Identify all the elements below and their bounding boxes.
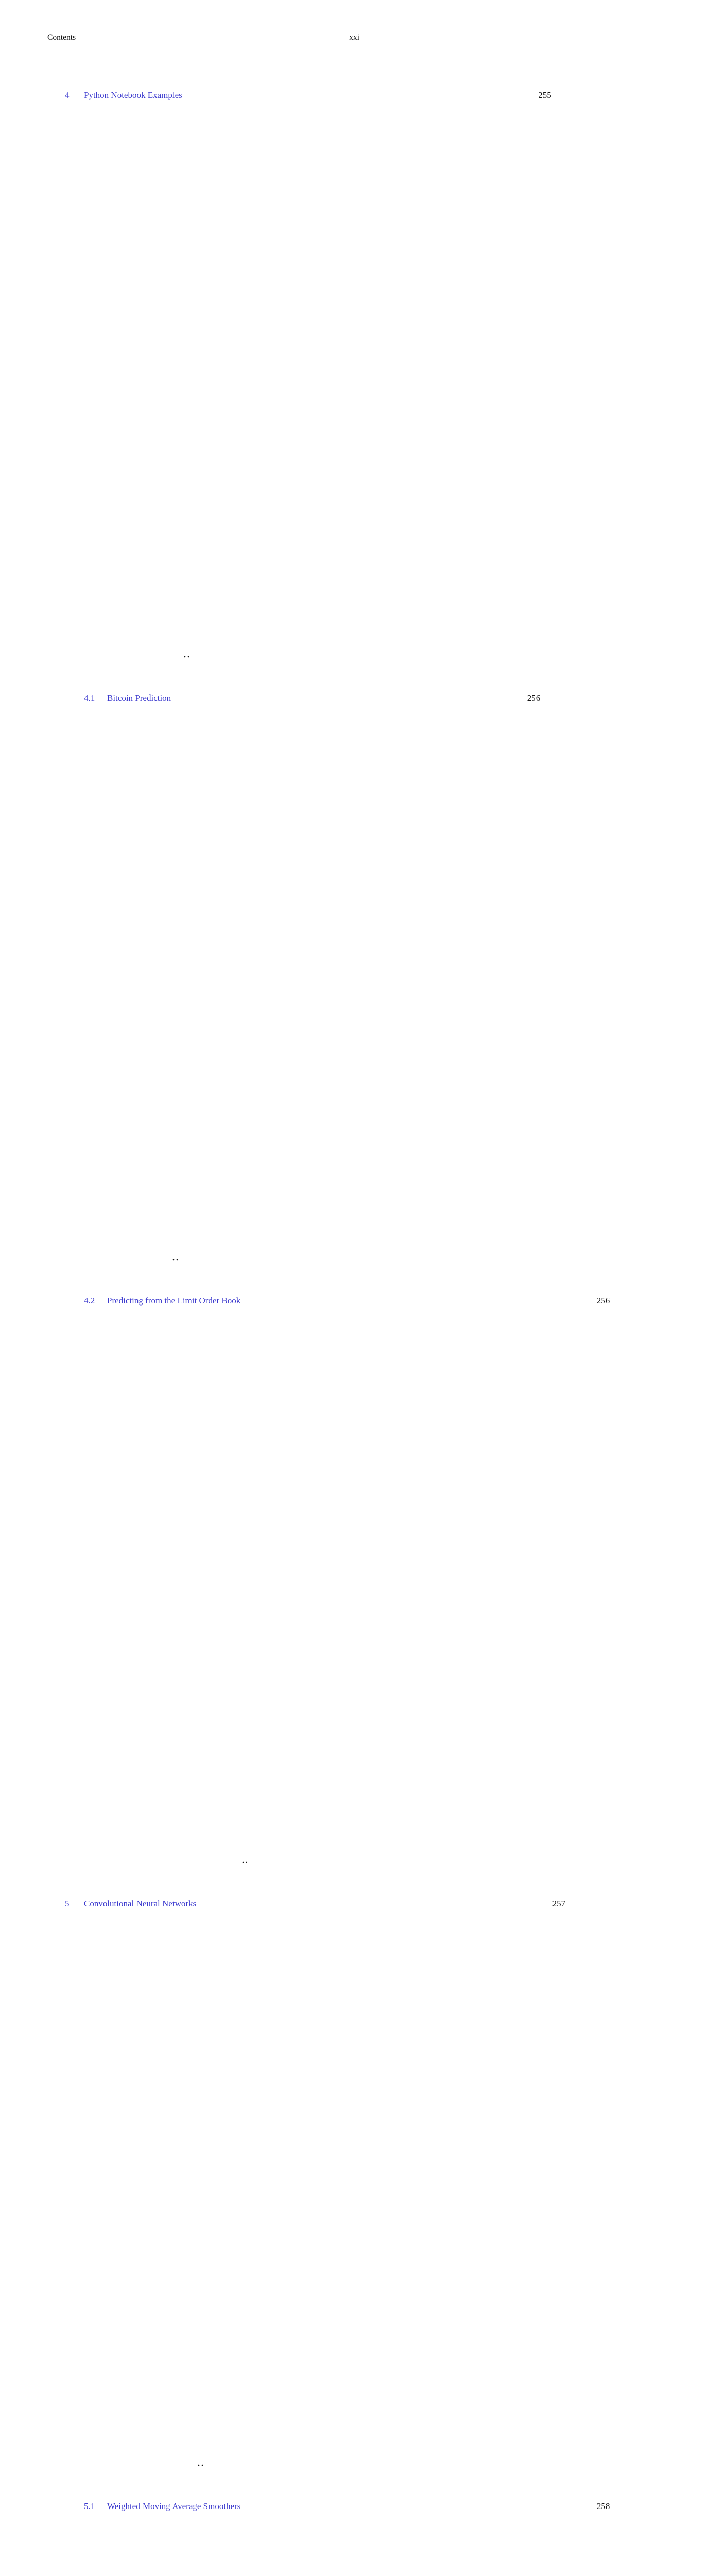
- entry-number: 5.1: [84, 2501, 95, 2511]
- toc-entry[interactable]: [65, 1865, 566, 2468]
- entry-number: 5: [65, 1899, 70, 1908]
- entry-title: Weighted Moving Average Smoothers: [107, 2501, 241, 2511]
- entry-title: Predicting from the Limit Order Book: [107, 1296, 241, 1306]
- entry-number: 4.2: [84, 1296, 95, 1306]
- entry-title: Bitcoin Prediction: [107, 693, 171, 703]
- running-head-folio: xxi: [349, 33, 359, 42]
- entry-page: 258: [250, 2468, 647, 2576]
- entry-number: 4: [65, 90, 70, 100]
- running-head-title: Contents: [47, 33, 76, 42]
- entry-number: 4.1: [84, 693, 95, 703]
- entry-page: 256: [250, 1262, 647, 1865]
- entry-page: 257: [206, 1865, 602, 2468]
- dot-leader: [184, 656, 189, 658]
- toc-entry[interactable]: [84, 1262, 610, 1865]
- dot-leader: [172, 1259, 178, 1261]
- running-head: [47, 33, 359, 42]
- toc-entry[interactable]: [65, 57, 551, 659]
- entry-title: Convolutional Neural Networks: [84, 1899, 197, 1908]
- entry-title: Python Notebook Examples: [84, 90, 182, 100]
- toc-entry[interactable]: [84, 659, 541, 1262]
- entry-page: 256: [181, 659, 577, 1262]
- entry-page: 255: [192, 57, 589, 659]
- dot-leader: [242, 1861, 247, 1863]
- toc-list: [47, 57, 610, 2576]
- toc-entry[interactable]: [84, 2468, 610, 2576]
- dot-leader: [198, 2464, 203, 2466]
